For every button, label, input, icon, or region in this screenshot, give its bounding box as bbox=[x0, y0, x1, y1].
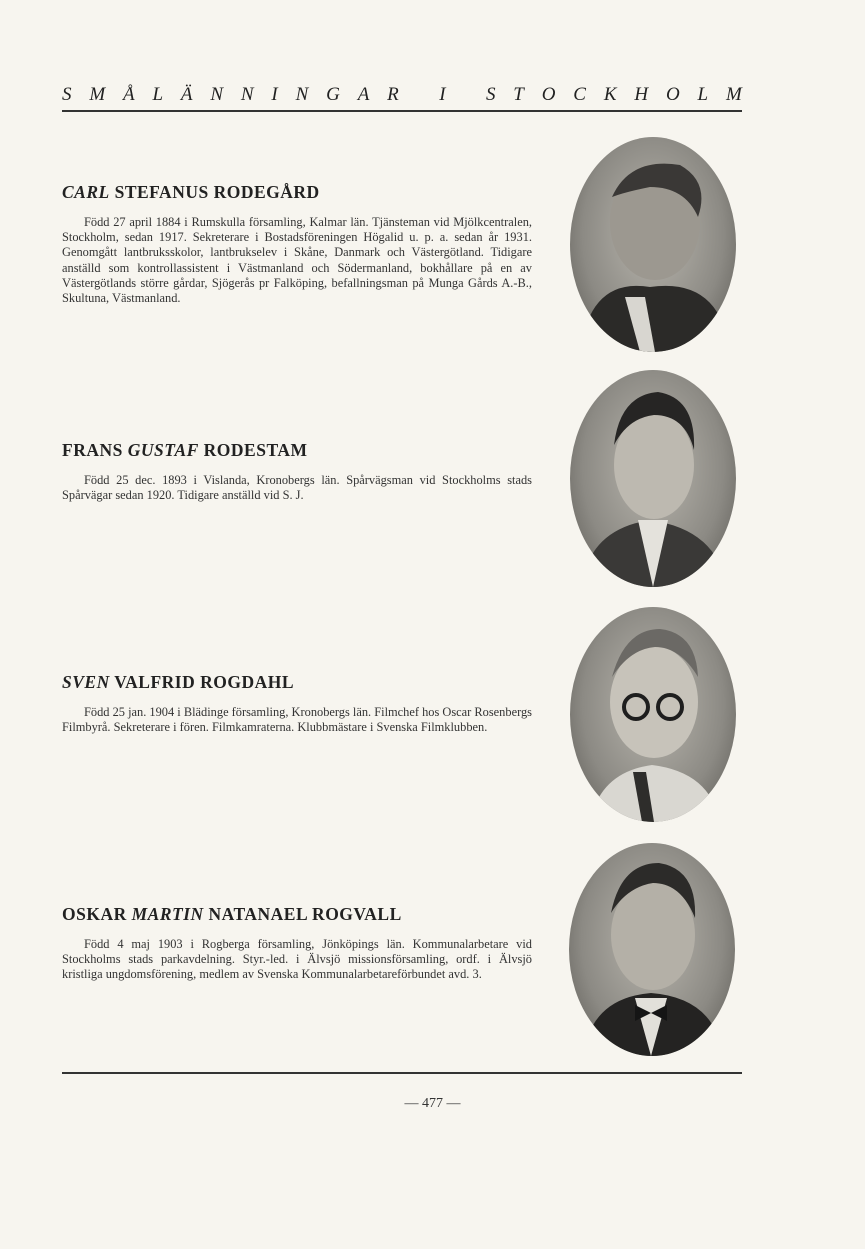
running-title-letter: Ä bbox=[180, 84, 193, 105]
called-name: MARTIN bbox=[131, 904, 204, 924]
running-title-letter: I bbox=[439, 84, 446, 105]
running-title-letter: K bbox=[603, 84, 617, 105]
running-title-letter: H bbox=[634, 84, 649, 105]
running-title-letter: Å bbox=[123, 84, 135, 105]
running-title-letter: C bbox=[573, 84, 586, 105]
biography-text: Född 25 jan. 1904 i Blädinge församling, Kronobergs län. Filmchef hos Oscar Rosenbergs Filmbyrå. Sekreterare i fören. Filmkamraterna. Klubbmästare i Svenska Filmklubben. bbox=[62, 705, 532, 735]
person-name: FRANS GUSTAF RODESTAM bbox=[62, 440, 308, 460]
running-title-letter: O bbox=[665, 84, 680, 105]
portrait-image bbox=[570, 607, 736, 822]
running-title-letter bbox=[463, 84, 468, 106]
portrait-photo bbox=[570, 607, 736, 822]
called-name: SVEN bbox=[62, 672, 110, 692]
biography-entry bbox=[62, 672, 532, 735]
person-name: CARL STEFANUS RODEGÅRD bbox=[62, 182, 320, 202]
running-title-letter: M bbox=[725, 84, 742, 105]
page-number: — 477 — bbox=[404, 1096, 461, 1111]
running-title-letter: S bbox=[485, 84, 496, 105]
running-title-letter: N bbox=[210, 84, 224, 105]
portrait-image bbox=[569, 843, 735, 1056]
running-title-letter: N bbox=[240, 84, 254, 105]
running-title-letter: S bbox=[62, 84, 72, 105]
biography-text: Född 25 dec. 1893 i Vislanda, Kronobergs län. Spårvägsman vid Stockholms stads Spårvägar sedan 1920. Tidigare anställd vid S. J. bbox=[62, 473, 532, 503]
portrait-photo bbox=[570, 137, 736, 352]
running-title-letter: A bbox=[357, 84, 370, 105]
person-name: SVEN VALFRID ROGDAHL bbox=[62, 672, 295, 692]
called-name: CARL bbox=[62, 182, 110, 202]
running-head bbox=[62, 84, 742, 106]
biography-entry bbox=[62, 440, 532, 503]
running-title-letter: N bbox=[295, 84, 309, 105]
portrait-image bbox=[570, 370, 736, 587]
running-title-letter: M bbox=[89, 84, 106, 105]
biography-entry bbox=[62, 182, 532, 306]
portrait-image bbox=[570, 137, 736, 352]
person-name: OSKAR MARTIN NATANAEL ROGVALL bbox=[62, 904, 402, 924]
running-title-letter: I bbox=[271, 84, 278, 105]
biography-text: Född 4 maj 1903 i Rogberga församling, Jönköpings län. Kommunalarbetare vid Stockholms stads parkavdelning. Styr.-led. i Älvsjö missionsförsamling, ordf. i Älvsjö kristliga ungdomsförening, medlem av Svenska Kommunalarbetareförbundet avd. 3. bbox=[62, 937, 532, 982]
footer-rule bbox=[62, 1072, 742, 1074]
running-title-letter: L bbox=[697, 84, 709, 105]
header-rule bbox=[62, 110, 742, 112]
biography-entry bbox=[62, 904, 532, 983]
running-title-letter bbox=[417, 84, 422, 106]
running-title-letter: O bbox=[541, 84, 556, 105]
running-title-letter: L bbox=[152, 84, 164, 105]
biography-text: Född 27 april 1884 i Rumskulla församling, Kalmar län. Tjänsteman vid Mjölkcentralen, Stockholm, sedan 1917. Sekreterare i Bostadsföreningen Högalid u. p. a. sedan år 1931. Genomgått lantbruksskolor, lantbrukselev i Skåne, Danmark och Västergötland. Tidigare anställd som kontrollassistent i Västmanland och Södermanland, bokhållare på en av Västergötlands större gårdar, Sjögerås pr Falköping, befallningsman på Munga Gårds A.-B., Skultuna, Västmanland. bbox=[62, 215, 532, 306]
running-title-letter: R bbox=[387, 84, 399, 105]
running-title-letter: T bbox=[513, 84, 524, 105]
called-name: GUSTAF bbox=[127, 440, 199, 460]
running-title-letter: G bbox=[326, 84, 340, 105]
portrait-photo bbox=[569, 843, 735, 1056]
portrait-photo bbox=[570, 370, 736, 587]
